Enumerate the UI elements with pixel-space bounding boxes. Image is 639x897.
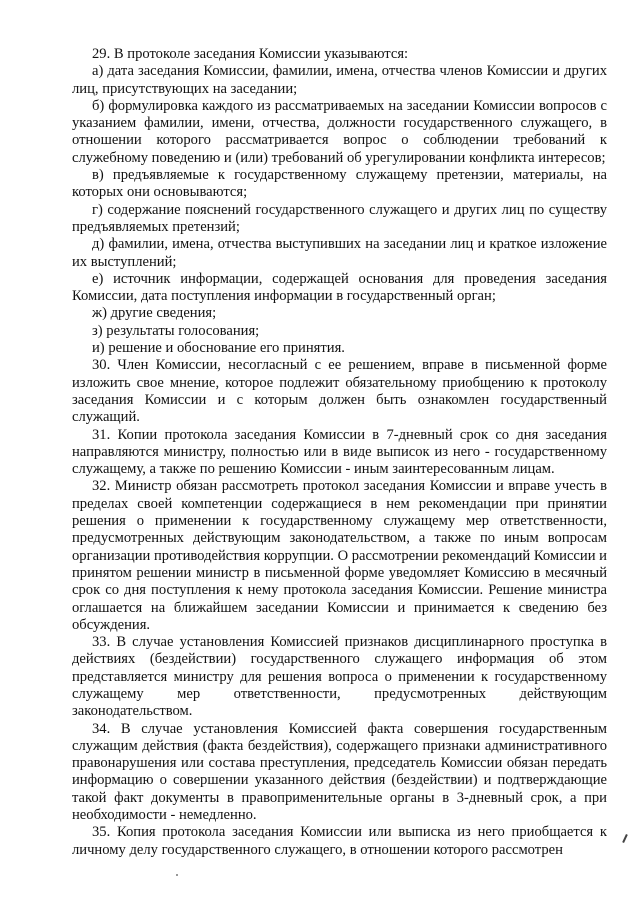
paragraph-29-g: г) содержание пояснений государственного служащего и других лиц по существу предъявляемых претензий;: [72, 201, 607, 235]
paragraph-29-d: д) фамилии, имена, отчества выступивших на заседании лиц и краткое изложение их выступлений;: [72, 236, 607, 270]
paragraph-29-e: е) источник информации, содержащей основания для проведения заседания Комиссии, дата поступления информации в государственный орган;: [72, 270, 607, 305]
paragraph-35: 35. Копия протокола заседания Комиссии или выписка из него приобщается к личному делу государственного служащего, в отношении которого рассмотрен: [72, 824, 607, 858]
paragraph-34: 34. В случае установления Комиссией факта совершения государственным служащим действия (факта бездействия), содержащего признаки административного правонарушения или состава преступления, председатель Комиссии обязан передать информацию о совершении указанного действия (бездействии) и подтверждающие такой факт документы в правоприменительные органы в 3-дневный срок, а при необходимости - немедленно.: [72, 720, 607, 824]
paragraph-29-z: з) результаты голосования;: [92, 322, 260, 339]
paragraph-29-v: в) предъявляемые к государственному служащему претензии, материалы, на которых они основываются;: [72, 167, 607, 201]
paragraph-29-i: и) решение и обоснование его принятия.: [92, 340, 345, 357]
document-body: [72, 46, 607, 859]
paragraph-29-zh: ж) другие сведения;: [92, 305, 217, 322]
paragraph-29-b: б) формулировка каждого из рассматриваемых на заседании Комиссии вопросов с указанием фамилии, имени, отчества, должности государственного служащего, в отношении которого рассматривается вопрос о соблюдении требований к служебному поведению и (или) требований об урегулировании конфликта интересов;: [72, 97, 607, 166]
paragraph-33: 33. В случае установления Комиссией признаков дисциплинарного проступка в действиях (бездействии) государственного служащего информация об этом представляется министру для решения вопроса о применении к государственному служащему мер ответственности, предусмотренных действующим законодательством.: [72, 634, 607, 720]
scan-artifact-mark: [622, 834, 628, 843]
paragraph-30: 30. Член Комиссии, несогласный с ее решением, вправе в письменной форме изложить свое мнение, которое подлежит обязательному приобщению к протоколу заседания Комиссии и с которым должен быть ознакомлен государственный служащий.: [72, 357, 607, 426]
paragraph-29-a: а) дата заседания Комиссии, фамилии, имена, отчества членов Комиссии и других лиц, присутствующих на заседании;: [72, 63, 607, 97]
paragraph-32: 32. Министр обязан рассмотреть протокол заседания Комиссии и вправе учесть в пределах своей компетенции содержащиеся в нем рекомендации при принятии решения о применении к государственному служащему мер ответственности, предусмотренных действующим законодательством, а также по иным вопросам организации противодействия коррупции. О рассмотрении рекомендаций Комиссии и принятом решении министр в письменной форме уведомляет Комиссию в месячный срок со дня поступления к нему протокола заседания Комиссии. Решение министра оглашается на ближайшем заседании Комиссии и принимается к сведению без обсуждения.: [72, 478, 607, 633]
paragraph-29: 29. В протоколе заседания Комиссии указываются:: [92, 46, 409, 62]
paragraph-31: 31. Копии протокола заседания Комиссии в 7-дневный срок со дня заседания направляются министру, полностью или в виде выписок из него - государственному служащему, а также по решению Комиссии - иным заинтересованным лицам.: [72, 426, 607, 478]
scan-artifact-dot: [176, 874, 178, 876]
